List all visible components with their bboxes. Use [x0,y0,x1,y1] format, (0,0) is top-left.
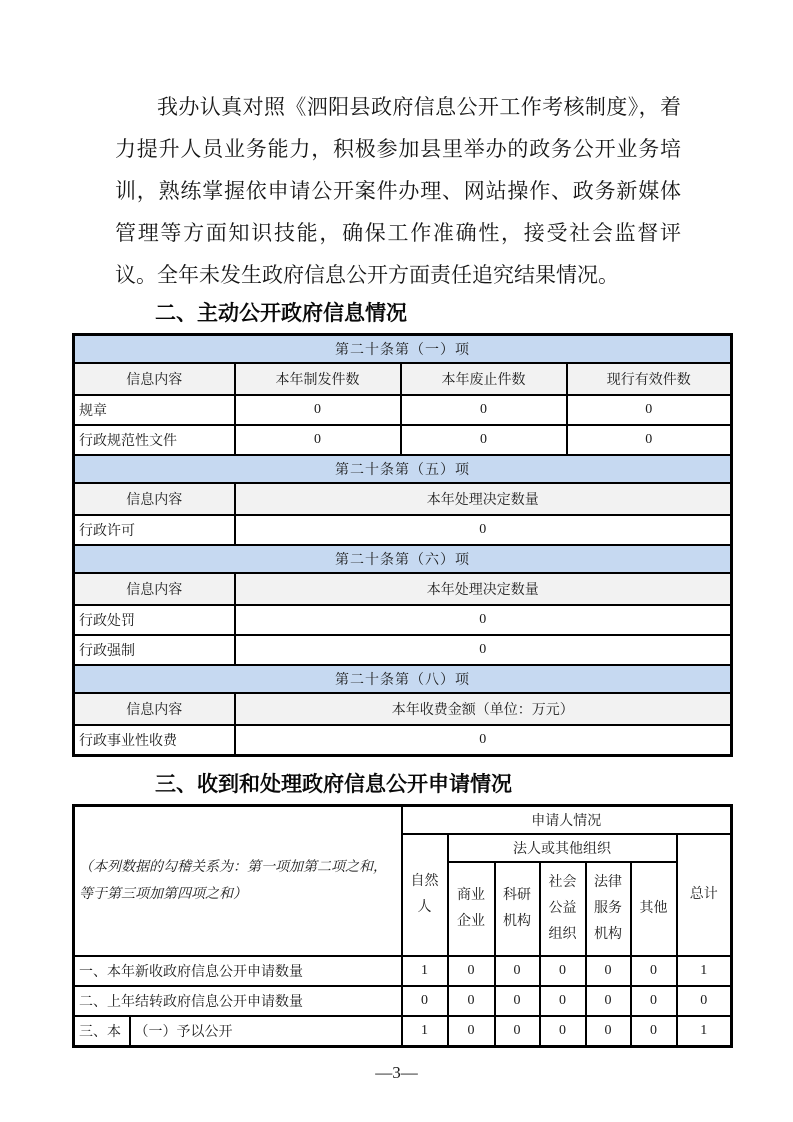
table-row [74,363,732,395]
cell-value: 0 [631,1016,677,1047]
row-label: 规章 [74,395,235,425]
cell-value: 0 [235,605,732,635]
column-header: 科研机构 [495,862,540,956]
cell-value: 0 [235,425,401,455]
table-row [74,1016,732,1047]
table-row [74,635,732,665]
table-row [74,483,732,515]
row-label: （一）予以公开 [130,1016,402,1047]
column-header: 商业企业 [448,862,495,956]
cell-value: 0 [495,986,540,1016]
table-row [74,605,732,635]
table-row [74,425,732,455]
cell-value: 0 [235,635,732,665]
cell-value: 0 [401,395,567,425]
column-header: 信息内容 [74,693,235,725]
column-header-total: 总计 [677,834,732,956]
cell-value: 0 [448,956,495,986]
applicant-group-header: 申请人情况 [402,806,732,835]
table-row [74,545,732,573]
row-label: 行政事业性收费 [74,725,235,756]
table-row [74,725,732,756]
table-row [74,956,732,986]
table-row [74,335,732,364]
row-label: 一、本年新收政府信息公开申请数量 [74,956,402,986]
row-label: 行政规范性文件 [74,425,235,455]
page-number: —3— [375,1063,418,1082]
section-2-heading: 二、主动公开政府信息情况 [155,302,407,325]
cell-value: 0 [567,395,732,425]
cell-value: 1 [677,956,732,986]
column-header: 信息内容 [74,483,235,515]
column-header: 社会公益组织 [540,862,586,956]
section-3-heading: 三、收到和处理政府信息公开申请情况 [155,773,512,796]
cell-value: 0 [631,986,677,1016]
cell-value: 0 [586,956,631,986]
cell-value: 0 [495,1016,540,1047]
article20-item6-band: 第二十条第（六）项 [74,545,732,573]
row-label: 二、上年结转政府信息公开申请数量 [74,986,402,1016]
column-header: 本年处理决定数量 [235,573,732,605]
column-header: 本年制发件数 [235,363,401,395]
org-group-header: 法人或其他组织 [448,834,677,862]
column-header: 其他 [631,862,677,956]
reconciliation-note: （本列数据的勾稽关系为：第一项加第二项之和，等于第三项加第四项之和） [74,806,402,957]
cell-value: 0 [448,986,495,1016]
cell-value: 1 [402,1016,448,1047]
cell-value: 0 [402,986,448,1016]
column-header-natural-person: 自然人 [402,834,448,956]
table-row [74,665,732,693]
table-row [74,515,732,545]
column-header: 信息内容 [74,573,235,605]
table-row [74,395,732,425]
cell-value: 0 [495,956,540,986]
cell-value: 0 [235,725,732,756]
column-header: 本年收费金额（单位：万元） [235,693,732,725]
column-header: 法律服务机构 [586,862,631,956]
table-row [74,693,732,725]
intro-paragraph: 我办认真对照《泗阳县政府信息公开工作考核制度》，着力提升人员业务能力，积极参加县里举办的政务公开业务培训，熟练掌握依申请公开案件办理、网站操作、政务新媒体管理等方面知识技能，确保工作准确性，接受社会监督评议。全年未发生政府信息公开方面责任追究结果情况。 [115,95,681,287]
table-row [74,806,732,835]
row-label: 行政强制 [74,635,235,665]
article20-item5-band: 第二十条第（五）项 [74,455,732,483]
cell-value: 1 [677,1016,732,1047]
cell-value: 0 [540,1016,586,1047]
table-row [74,573,732,605]
column-header: 信息内容 [74,363,235,395]
cell-value: 0 [448,1016,495,1047]
article20-item1-band: 第二十条第（一）项 [74,335,732,364]
table-row [74,455,732,483]
cell-value: 0 [540,986,586,1016]
table-row [74,986,732,1016]
cell-value: 0 [586,1016,631,1047]
cell-value: 1 [402,956,448,986]
row-label-group: 三、本 [74,1016,130,1047]
cell-value: 0 [631,956,677,986]
cell-value: 0 [401,425,567,455]
article20-item8-band: 第二十条第（八）项 [74,665,732,693]
cell-value: 0 [677,986,732,1016]
column-header: 现行有效件数 [567,363,732,395]
cell-value: 0 [235,395,401,425]
proactive-disclosure-table [72,333,733,757]
cell-value: 0 [586,986,631,1016]
cell-value: 0 [567,425,732,455]
row-label: 行政许可 [74,515,235,545]
application-handling-table [72,804,733,1048]
column-header: 本年处理决定数量 [235,483,732,515]
row-label: 行政处罚 [74,605,235,635]
column-header: 本年废止件数 [401,363,567,395]
cell-value: 0 [235,515,732,545]
cell-value: 0 [540,956,586,986]
